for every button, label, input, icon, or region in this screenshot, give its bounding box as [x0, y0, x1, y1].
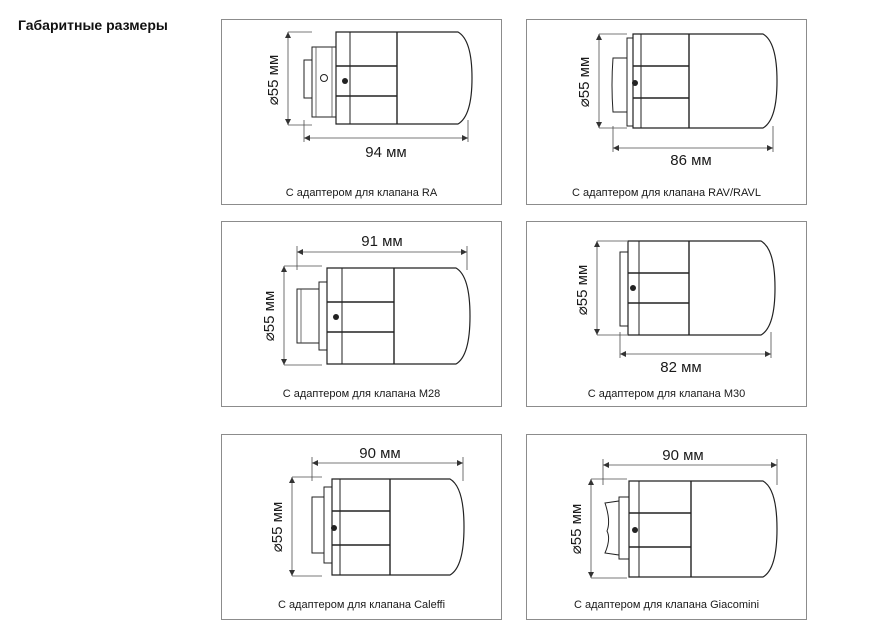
- panel-caption: С адаптером для клапана Caleffi: [277, 599, 446, 611]
- diameter-label: ⌀55 мм: [576, 56, 593, 108]
- thermostat-drawing-m30: [527, 222, 808, 408]
- thermostat-drawing-rav: [527, 20, 808, 206]
- length-label: 90 мм: [662, 447, 704, 464]
- diameter-label: ⌀55 мм: [265, 54, 282, 106]
- panel-caption: С адаптером для клапана Giacomini: [573, 599, 760, 611]
- length-label: 94 мм: [365, 144, 407, 161]
- diameter-label: ⌀55 мм: [269, 501, 286, 553]
- thermostat-drawing-m28: [222, 222, 503, 408]
- dimension-panel-giacomini: [526, 434, 807, 620]
- dimension-panel-rav: [526, 19, 807, 205]
- diameter-label: ⌀55 мм: [261, 290, 278, 342]
- dimension-panel-ra: [221, 19, 502, 205]
- panel-caption: С адаптером для клапана RAV/RAVL: [572, 187, 761, 199]
- panel-caption: С адаптером для клапана M28: [282, 388, 441, 400]
- length-label: 82 мм: [660, 359, 702, 376]
- length-label: 90 мм: [359, 445, 401, 462]
- thermostat-drawing-caleffi: [222, 435, 503, 621]
- dimension-panel-m28: [221, 221, 502, 407]
- dimension-panel-m30: [526, 221, 807, 407]
- thermostat-drawing-giacomini: [527, 435, 808, 621]
- panel-caption: С адаптером для клапана RA: [285, 187, 438, 199]
- panel-caption: С адаптером для клапана M30: [587, 388, 746, 400]
- dimension-panel-caleffi: [221, 434, 502, 620]
- length-label: 86 мм: [670, 152, 712, 169]
- length-label: 91 мм: [361, 233, 403, 250]
- diameter-label: ⌀55 мм: [574, 264, 591, 316]
- page-title: Габаритные размеры: [18, 17, 168, 33]
- diameter-label: ⌀55 мм: [568, 503, 585, 555]
- thermostat-drawing-ra: [222, 20, 503, 206]
